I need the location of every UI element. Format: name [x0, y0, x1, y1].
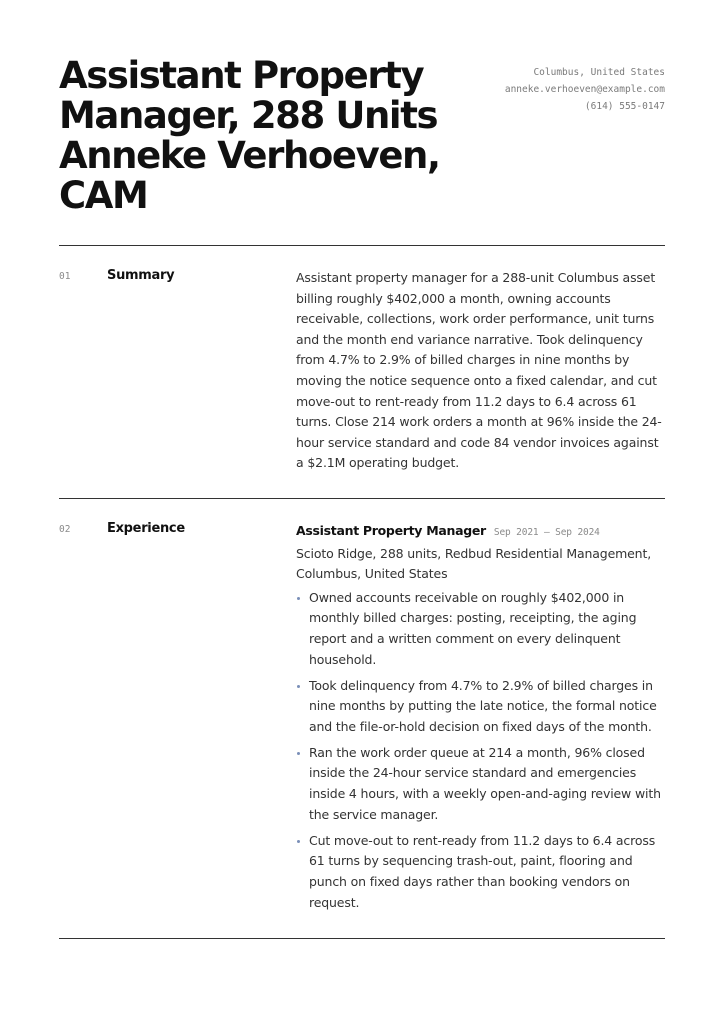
experience-content	[296, 521, 665, 919]
contact-email[interactable]: anneke.verhoeven@example.com	[504, 84, 665, 95]
title-line: Anneke Verhoeven,	[59, 134, 440, 177]
contact-location: Columbus, United States	[533, 67, 665, 78]
section-label: Experience	[107, 520, 185, 536]
contact-block	[505, 56, 665, 115]
section-divider	[59, 938, 665, 939]
title-line: CAM	[59, 174, 148, 217]
section-label: Summary	[107, 268, 175, 283]
job-header	[296, 521, 665, 544]
resume-header	[59, 56, 665, 216]
summary-content	[296, 268, 665, 474]
title-line: Manager, 288 Units	[59, 94, 438, 137]
list-item: Took delinquency from 4.7% to 2.9% of billed charges in nine months by putting the late notice, the formal notice and the file-or-hold decision on fixed days of the month.	[296, 676, 665, 738]
title-line: Assistant Property	[59, 54, 424, 97]
list-item: Ran the work order queue at 214 a month, 96% closed inside the 24-hour service standard and emergencies inside 4 hours, with a weekly open-and-aging review with the service manager.	[296, 743, 665, 825]
contact-phone[interactable]: (614) 555-0147	[584, 101, 665, 112]
summary-text: Assistant property manager for a 288-unit Columbus asset billing roughly $402,000 a month, owning accounts receivable, collections, work order performance, unit turns and the month end variance narrative. Took delinquency from 4.7% to 2.9% of billed charges in nine months by moving the notice sequence onto a fixed calendar, and cut move-out to rent-ready from 11.2 days to 6.4 across 61 turns. Close 214 work orders a month at 96% inside the 24-hour service standard and code 84 vendor invoices against a $2.1M operating budget.	[296, 270, 662, 471]
experience-section	[59, 499, 665, 938]
job-dates: Sep 2021 – Sep 2024	[493, 526, 600, 538]
job-bullets	[296, 588, 665, 913]
job-title: Assistant Property Manager	[296, 522, 486, 538]
job-organization: Scioto Ridge, 288 units, Redbud Residential Management, Columbus, United States	[296, 545, 652, 582]
resume-title	[59, 56, 479, 216]
list-item: Cut move-out to rent-ready from 11.2 days to 6.4 across 61 turns by sequencing trash-out, paint, flooring and punch on fixed days rather than booking vendors on request.	[296, 831, 665, 913]
section-number: 02	[59, 523, 71, 535]
summary-section	[59, 246, 665, 498]
section-number: 01	[59, 271, 71, 282]
list-item: Owned accounts receivable on roughly $402,000 in monthly billed charges: posting, receipting, the aging report and a written comment on every delinquent household.	[296, 588, 665, 670]
